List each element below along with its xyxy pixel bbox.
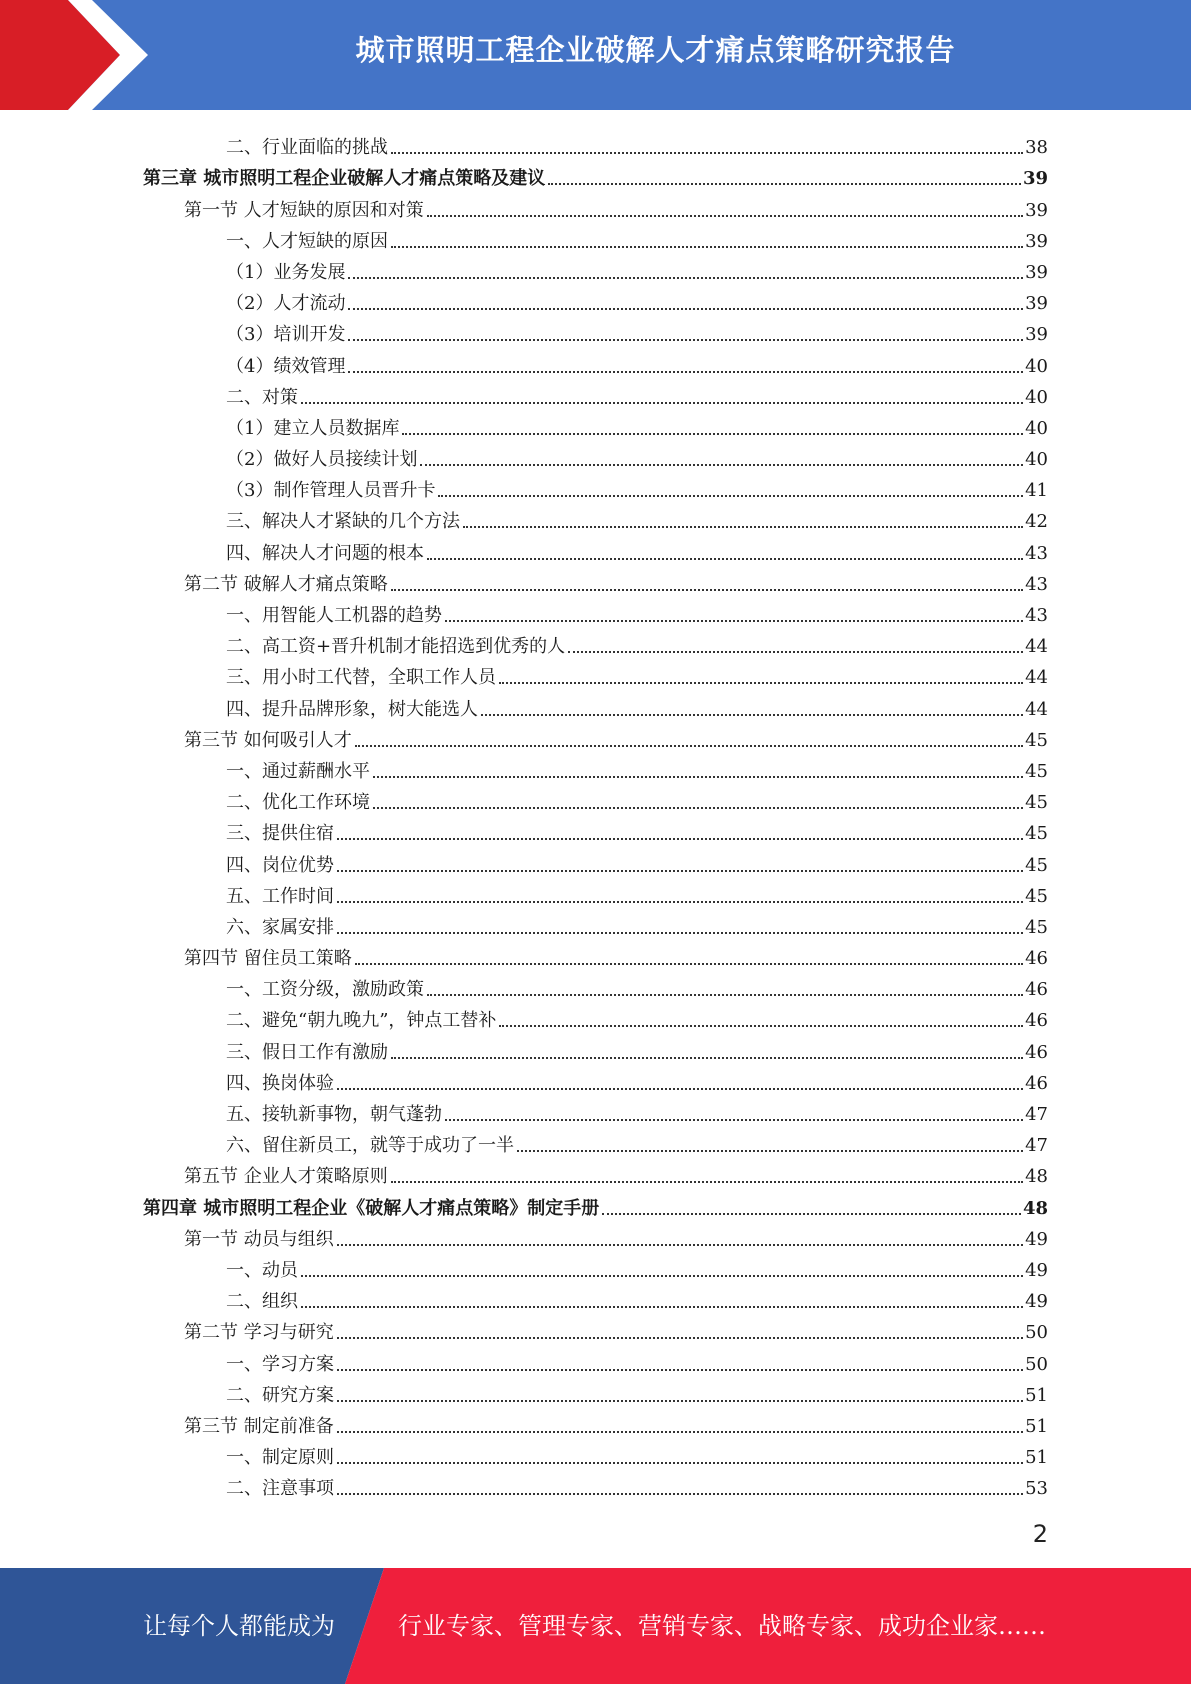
footer-slogan-right: 行业专家、管理专家、营销专家、战略专家、成功企业家…… — [398, 1612, 1046, 1640]
toc-entry-label: 第三节 如何吸引人才 — [184, 729, 352, 751]
toc-dot-leader — [355, 963, 1023, 965]
toc-entry[interactable] — [0, 658, 1191, 689]
toc-entry[interactable] — [0, 1438, 1191, 1469]
toc-dot-leader — [517, 1150, 1023, 1152]
toc-entry[interactable] — [0, 1344, 1191, 1375]
toc-dot-leader — [301, 402, 1023, 404]
toc-entry-page: 47 — [1025, 1135, 1048, 1157]
toc-entry-page: 46 — [1025, 1041, 1048, 1063]
toc-entry-page: 46 — [1025, 979, 1048, 1001]
toc-entry-label: 四、岗位优势 — [226, 854, 334, 876]
toc-dot-leader — [391, 246, 1023, 248]
toc-dot-leader — [348, 308, 1023, 310]
toc-entry-label: 二、组织 — [226, 1291, 298, 1313]
toc-entry[interactable] — [0, 877, 1191, 908]
toc-entry-label: 一、学习方案 — [226, 1353, 334, 1375]
toc-entry[interactable] — [0, 1282, 1191, 1313]
toc-entry-label: 二、高工资+晋升机制才能招选到优秀的人 — [226, 636, 566, 658]
toc-dot-leader — [348, 339, 1023, 341]
toc-entry[interactable] — [0, 1064, 1191, 1095]
toc-entry[interactable] — [0, 159, 1191, 190]
toc-entry-page: 42 — [1025, 511, 1048, 533]
toc-entry[interactable] — [0, 627, 1191, 658]
toc-dot-leader — [337, 932, 1023, 934]
toc-entry-label: 四、提升品牌形象，树大能选人 — [226, 698, 478, 720]
toc-dot-leader — [427, 994, 1023, 996]
toc-entry-label: 二、研究方案 — [226, 1384, 334, 1406]
toc-dot-leader — [391, 589, 1023, 591]
toc-entry[interactable] — [0, 346, 1191, 377]
footer-band — [0, 1568, 1191, 1684]
toc-entry-page: 51 — [1025, 1415, 1048, 1437]
toc-entry-page: 41 — [1025, 480, 1048, 502]
toc-entry-label: 四、解决人才问题的根本 — [226, 542, 424, 564]
footer-slogan-left: 让每个人都能成为 — [143, 1612, 335, 1640]
toc-entry-page: 40 — [1025, 449, 1048, 471]
toc-entry[interactable] — [0, 721, 1191, 752]
toc-entry[interactable] — [0, 471, 1191, 502]
toc-entry-label: 一、通过薪酬水平 — [226, 760, 370, 782]
toc-dot-leader — [348, 371, 1023, 373]
toc-dot-leader — [402, 433, 1023, 435]
toc-dot-leader — [373, 807, 1023, 809]
header-band — [0, 0, 1191, 110]
toc-entry[interactable] — [0, 1095, 1191, 1126]
toc-dot-leader — [548, 183, 1021, 185]
toc-entry[interactable] — [0, 128, 1191, 159]
toc-entry[interactable] — [0, 284, 1191, 315]
toc-dot-leader — [391, 1057, 1023, 1059]
toc-entry[interactable] — [0, 409, 1191, 440]
toc-entry-label: （2）做好人员接续计划 — [226, 449, 418, 471]
toc-entry-label: 二、行业面临的挑战 — [226, 137, 388, 159]
toc-entry-page: 40 — [1025, 417, 1048, 439]
toc-entry[interactable] — [0, 1376, 1191, 1407]
toc-entry-page: 44 — [1025, 667, 1048, 689]
toc-entry-label: （1）建立人员数据库 — [226, 417, 400, 439]
toc-entry[interactable] — [0, 222, 1191, 253]
toc-entry-label: 三、提供住宿 — [226, 823, 334, 845]
toc-entry-page: 43 — [1025, 542, 1048, 564]
toc-entry-label: 三、用小时工代替，全职工作人员 — [226, 667, 496, 689]
table-of-contents — [0, 128, 1191, 1500]
toc-entry-label: 第四节 留住员工策略 — [184, 948, 352, 970]
toc-entry[interactable] — [0, 814, 1191, 845]
toc-dot-leader — [337, 870, 1023, 872]
toc-entry-label: （2）人才流动 — [226, 293, 346, 315]
toc-entry-page: 44 — [1025, 698, 1048, 720]
toc-entry[interactable] — [0, 596, 1191, 627]
toc-entry[interactable] — [0, 783, 1191, 814]
toc-dot-leader — [391, 152, 1023, 154]
toc-entry[interactable] — [0, 1313, 1191, 1344]
toc-entry[interactable] — [0, 1001, 1191, 1032]
toc-entry[interactable] — [0, 689, 1191, 720]
toc-entry-label: 第一节 人才短缺的原因和对策 — [184, 199, 424, 221]
toc-entry-label: （3）培训开发 — [226, 324, 346, 346]
toc-entry-page: 51 — [1025, 1447, 1048, 1469]
toc-entry-label: 第四章 城市照明工程企业《破解人才痛点策略》制定手册 — [143, 1197, 600, 1219]
toc-dot-leader — [337, 1493, 1023, 1495]
toc-entry-label: 六、家属安排 — [226, 916, 334, 938]
toc-entry-page: 49 — [1025, 1259, 1048, 1281]
toc-entry-page: 50 — [1025, 1322, 1048, 1344]
toc-entry[interactable] — [0, 378, 1191, 409]
toc-entry-page: 43 — [1025, 605, 1048, 626]
toc-dot-leader — [337, 1369, 1023, 1371]
toc-dot-leader — [481, 714, 1023, 716]
toc-dot-leader — [301, 1306, 1023, 1308]
toc-entry[interactable] — [0, 440, 1191, 471]
toc-entry-page: 45 — [1025, 760, 1048, 782]
toc-dot-leader — [373, 776, 1023, 778]
toc-entry-page: 39 — [1025, 230, 1048, 252]
report-title: 城市照明工程企业破解人才痛点策略研究报告 — [355, 33, 956, 67]
toc-entry-label: 五、接轨新事物，朝气蓬勃 — [226, 1104, 442, 1125]
toc-entry[interactable] — [0, 1469, 1191, 1500]
toc-entry-label: 第五节 企业人才策略原则 — [184, 1166, 388, 1188]
toc-entry[interactable] — [0, 1126, 1191, 1157]
toc-entry-page: 39 — [1025, 324, 1048, 346]
toc-dot-leader — [445, 1119, 1023, 1121]
toc-entry[interactable] — [0, 565, 1191, 596]
toc-dot-leader — [445, 620, 1023, 622]
toc-entry[interactable] — [0, 1032, 1191, 1063]
toc-entry-page: 38 — [1025, 137, 1048, 159]
toc-entry-page: 51 — [1025, 1384, 1048, 1406]
toc-dot-leader — [391, 1181, 1023, 1183]
toc-entry-label: 二、优化工作环境 — [226, 792, 370, 814]
toc-entry-label: 第一节 动员与组织 — [184, 1228, 334, 1250]
toc-entry-page: 43 — [1025, 573, 1048, 595]
toc-entry-label: 三、解决人才紧缺的几个方法 — [226, 511, 460, 533]
toc-entry-page: 44 — [1025, 636, 1048, 658]
toc-entry-label: 五、工作时间 — [226, 885, 334, 907]
toc-entry[interactable] — [0, 939, 1191, 970]
toc-entry-page: 45 — [1025, 885, 1048, 907]
toc-entry-page: 45 — [1025, 792, 1048, 814]
toc-dot-leader — [463, 526, 1023, 528]
toc-entry[interactable] — [0, 845, 1191, 876]
toc-entry-page: 39 — [1025, 261, 1048, 283]
toc-entry[interactable] — [0, 502, 1191, 533]
toc-entry[interactable] — [0, 315, 1191, 346]
toc-entry-label: 三、假日工作有激励 — [226, 1041, 388, 1063]
toc-entry[interactable] — [0, 1157, 1191, 1188]
toc-dot-leader — [355, 745, 1023, 747]
toc-entry-label: 一、工资分级，激励政策 — [226, 979, 424, 1001]
toc-entry-page: 48 — [1025, 1166, 1048, 1188]
toc-entry-label: （4）绩效管理 — [226, 355, 346, 377]
toc-dot-leader — [337, 1088, 1023, 1090]
toc-dot-leader — [602, 1213, 1021, 1215]
toc-entry[interactable] — [0, 752, 1191, 783]
toc-dot-leader — [348, 277, 1023, 279]
toc-dot-leader — [420, 464, 1023, 466]
toc-entry-page: 47 — [1025, 1104, 1048, 1125]
toc-entry[interactable] — [0, 1407, 1191, 1438]
toc-entry[interactable] — [0, 1251, 1191, 1282]
toc-entry-label: 第二节 破解人才痛点策略 — [184, 573, 388, 595]
toc-entry-page: 48 — [1022, 1197, 1048, 1219]
toc-entry-page: 40 — [1025, 386, 1048, 408]
toc-entry-page: 53 — [1025, 1478, 1048, 1500]
toc-entry-label: 一、制定原则 — [226, 1447, 334, 1469]
page-number: 2 — [1032, 1520, 1048, 1548]
toc-entry-label: 一、用智能人工机器的趋势 — [226, 605, 442, 626]
toc-dot-leader — [301, 1275, 1023, 1277]
toc-entry-page: 39 — [1025, 199, 1048, 221]
toc-entry-label: （1）业务发展 — [226, 261, 346, 283]
toc-dot-leader — [337, 838, 1023, 840]
toc-entry-page: 45 — [1025, 854, 1048, 876]
toc-entry-label: 第三节 制定前准备 — [184, 1415, 334, 1437]
toc-entry[interactable] — [0, 1220, 1191, 1251]
toc-entry-page: 49 — [1025, 1228, 1048, 1250]
toc-entry[interactable] — [0, 970, 1191, 1001]
toc-dot-leader — [427, 215, 1023, 217]
toc-entry-label: 第三章 城市照明工程企业破解人才痛点策略及建议 — [143, 168, 546, 190]
toc-dot-leader — [337, 1337, 1023, 1339]
toc-dot-leader — [337, 1244, 1023, 1246]
toc-entry-page: 45 — [1025, 916, 1048, 938]
toc-dot-leader — [568, 651, 1023, 653]
toc-entry-label: 二、对策 — [226, 386, 298, 408]
toc-entry[interactable] — [0, 190, 1191, 221]
toc-entry[interactable] — [0, 1188, 1191, 1219]
toc-dot-leader — [499, 682, 1023, 684]
toc-entry-page: 49 — [1025, 1291, 1048, 1313]
toc-entry-page: 45 — [1025, 823, 1048, 845]
toc-entry-label: 一、动员 — [226, 1259, 298, 1281]
toc-entry-page: 50 — [1025, 1353, 1048, 1375]
toc-entry-page: 46 — [1025, 948, 1048, 970]
toc-entry-label: 第二节 学习与研究 — [184, 1322, 334, 1344]
toc-entry-label: 六、留住新员工，就等于成功了一半 — [226, 1135, 514, 1157]
red-arrow-icon — [0, 0, 160, 110]
toc-dot-leader — [438, 495, 1023, 497]
toc-entry[interactable] — [0, 533, 1191, 564]
toc-dot-leader — [337, 1400, 1023, 1402]
toc-entry-page: 46 — [1025, 1072, 1048, 1094]
toc-entry-page: 46 — [1025, 1010, 1048, 1032]
toc-entry-label: 二、注意事项 — [226, 1478, 334, 1500]
toc-entry[interactable] — [0, 908, 1191, 939]
toc-entry-page: 39 — [1025, 293, 1048, 315]
toc-entry-label: 一、人才短缺的原因 — [226, 230, 388, 252]
toc-entry[interactable] — [0, 253, 1191, 284]
toc-dot-leader — [427, 558, 1023, 560]
toc-entry-page: 45 — [1025, 729, 1048, 751]
toc-dot-leader — [337, 1431, 1023, 1433]
toc-entry-page: 39 — [1022, 168, 1048, 190]
toc-entry-label: （3）制作管理人员晋升卡 — [226, 480, 436, 502]
toc-dot-leader — [499, 1025, 1023, 1027]
toc-entry-label: 四、换岗体验 — [226, 1072, 334, 1094]
toc-entry-label: 二、避免“朝九晚九”，钟点工替补 — [226, 1010, 497, 1032]
toc-entry-page: 40 — [1025, 355, 1048, 377]
toc-dot-leader — [337, 901, 1023, 903]
toc-dot-leader — [337, 1462, 1023, 1464]
